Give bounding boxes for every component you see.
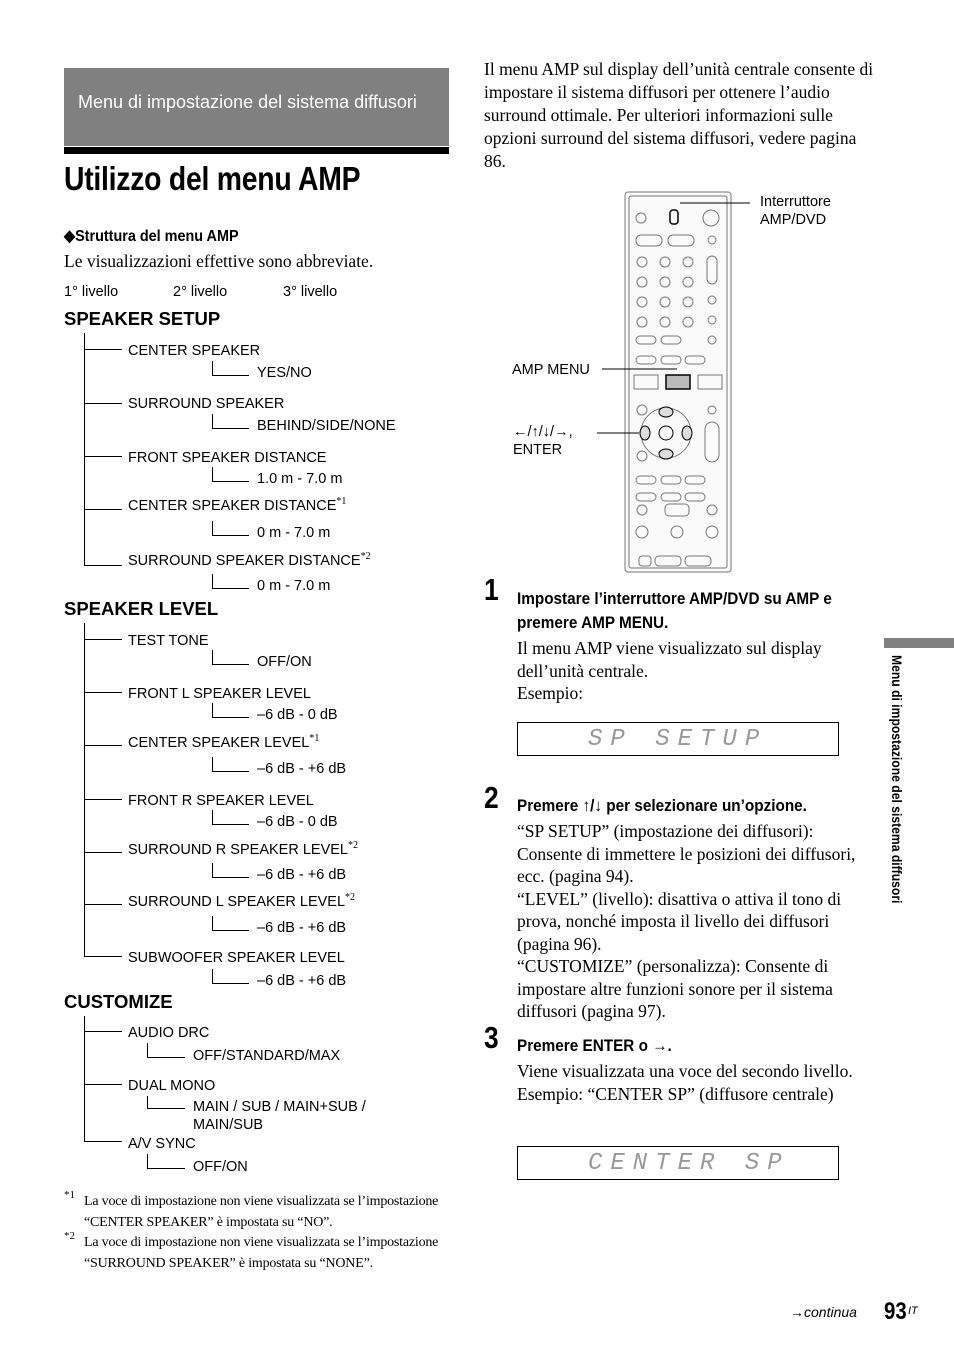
step-2-body: “SP SETUP” (impostazione dei diffusori): Consente di immettere le posizioni dei diffusori, ecc. (pagina 94). “LEVEL” (livello): disattiva o attiva il tono di prova, nonché imposta il livello dei diffusori (pagina 96). “CUSTOMIZE” (personalizza): Consente di impostare altre funzioni sonore per il sistema diffusori (pagina 97). [517,821,856,1021]
section-divider [64,147,449,154]
menu-value: OFF/STANDARD/MAX [193,1048,341,1064]
menu-item: SURROUND L SPEAKER LEVEL$^{*2}$ [128,892,356,910]
menu-value: –6 dB - +6 dB [257,973,347,989]
menu-value: OFF/ON [257,654,312,670]
menu-item: AUDIO DRC [128,1024,210,1041]
page-title: Utilizzo del menu AMP [64,160,361,197]
menu-value: BEHIND/SIDE/NONE [257,418,396,434]
menu-item: CENTER SPEAKER [128,342,261,359]
structure-heading: ◆Struttura del menu AMP [64,228,239,245]
remote-control-illustration [505,188,845,573]
menu-value: –6 dB - +6 dB [257,920,347,936]
menu-item: SURROUND SPEAKER [128,395,285,412]
step-1-number: 1 [484,572,499,607]
display-sp-setup: SP SETUP [517,722,839,756]
menu-value: 0 m - 7.0 m [257,525,331,541]
menu-value: OFF/ON [193,1159,248,1175]
menu-item: DUAL MONO [128,1077,216,1094]
step-1-body: Il menu AMP viene visualizzato sul display dell’unità centrale. Esempio: [517,638,822,703]
step-3-title: Premere ENTER o →. [517,1036,672,1055]
page-language: IT [908,1305,918,1317]
menu-item: CENTER SPEAKER LEVEL$^{*1}$ [128,733,320,751]
menu-item: A/V SYNC [128,1135,196,1152]
footnote-2: La voce di impostazione non viene visualizzata se l’impostazione “SURROUND SPEAKER” è impostata su “NONE”. [84,1235,439,1271]
menu-value: –6 dB - +6 dB [257,761,347,777]
level-3-label: 3° livello [283,284,338,300]
structure-intro: Le visualizzazioni effettive sono abbreviate. [64,251,374,271]
group-customize: CUSTOMIZE [64,991,173,1012]
level-2-label: 2° livello [173,284,228,300]
side-tab-label: Menu di impostazione del sistema diffusori [889,655,904,904]
section-title: Menu di impostazione del sistema diffusori [78,92,417,112]
menu-item: SURROUND SPEAKER DISTANCE$^{*2}$ [128,551,371,569]
group-speaker-level: SPEAKER LEVEL [64,598,219,619]
step-3-body: Viene visualizzata una voce del secondo livello. Esempio: “CENTER SP” (diffusore centrale) [517,1061,853,1104]
footnote-mark: *1 [64,1189,75,1201]
menu-item: SURROUND R SPEAKER LEVEL$^{*2}$ [128,840,358,858]
page-number: 93 [884,1298,907,1325]
callout-arrows-enter: ←/↑/↓/→, ENTER [513,424,573,458]
menu-item: TEST TONE [128,632,209,649]
display-center-sp: CENTER SP [517,1146,839,1180]
menu-item: FRONT R SPEAKER LEVEL [128,792,314,809]
menu-value: –6 dB - 0 dB [257,707,338,723]
footnote-mark: *2 [64,1230,75,1242]
menu-item: SUBWOOFER SPEAKER LEVEL [128,949,345,966]
menu-item: FRONT L SPEAKER LEVEL [128,685,311,702]
footnote-1: La voce di impostazione non viene visualizzata se l’impostazione “CENTER SPEAKER” è impostata su “NO”. [84,1194,439,1230]
menu-value: –6 dB - +6 dB [257,867,347,883]
intro-paragraph: Il menu AMP sul display dell’unità centrale consente di impostare il sistema diffusori per ottenere l’audio surround ottimale. Per ulteriori informazioni sulle opzioni surround del sistema diffusori, vedere pagina 86. [484,59,874,171]
section-banner [64,68,449,146]
step-2-title: Premere ↑/↓ per selezionare un’opzione. [517,796,807,815]
side-tab-marker [884,638,954,648]
menu-value: 1.0 m - 7.0 m [257,471,343,487]
callout-amp-dvd-switch: Interruttore AMP/DVD [760,194,831,228]
menu-value: 0 m - 7.0 m [257,578,331,594]
step-1-title: Impostare l’interruttore AMP/DVD su AMP e premere AMP MENU. [517,589,832,632]
continue-note: →continua [790,1304,857,1320]
menu-value: –6 dB - 0 dB [257,814,338,830]
callout-amp-menu: AMP MENU [512,362,590,378]
group-speaker-setup: SPEAKER SETUP [64,308,221,329]
menu-value: MAIN / SUB / MAIN+SUB / MAIN/SUB [193,1099,366,1133]
menu-item: FRONT SPEAKER DISTANCE [128,449,327,466]
level-1-label: 1° livello [64,284,119,300]
step-2-number: 2 [484,780,499,815]
arrow-right-icon: → [790,1304,804,1320]
step-3-number: 3 [484,1020,499,1055]
menu-value: YES/NO [257,365,312,381]
menu-item: CENTER SPEAKER DISTANCE$^{*1}$ [128,496,347,514]
